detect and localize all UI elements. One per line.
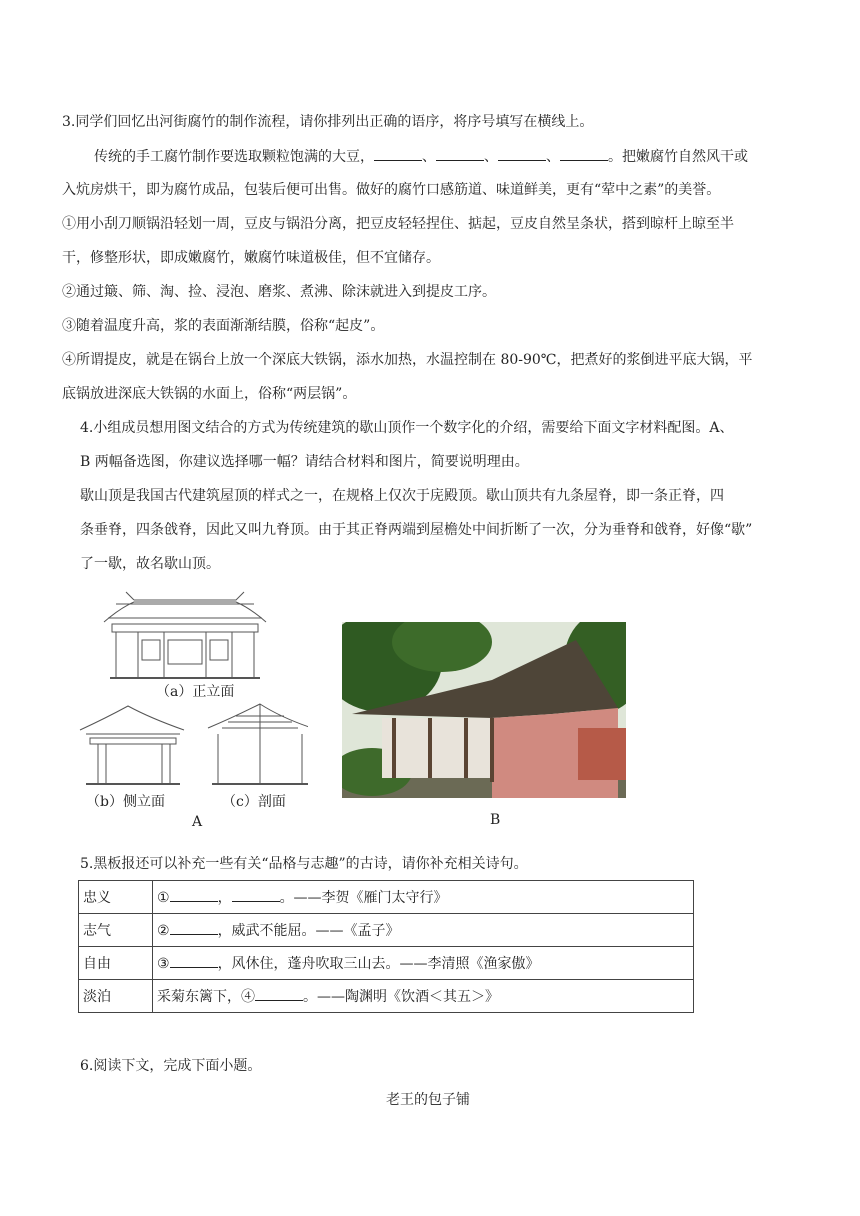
q3-item-3: ③随着温度升高，浆的表面渐渐结膜，俗称“起皮”。 xyxy=(62,318,385,334)
answer-blank-1[interactable] xyxy=(374,146,422,161)
row-key: 忠义 xyxy=(79,881,153,914)
q4-material-end: 了一歇，故名歇山顶。 xyxy=(80,556,220,572)
caption-section: （c）剖面 xyxy=(222,794,286,810)
q4-title: 4.小组成员想用图文结合的方式为传统建筑的歇山顶作一个数字化的介绍，需要给下面文字材料配图。A、 xyxy=(80,420,734,436)
q6-title: 6.阅读下文，完成下面小题。 xyxy=(80,1058,262,1074)
caption-front-elevation: （a）正立面 xyxy=(156,684,235,700)
q3-item-4-cont: 底锅放进深底大铁锅的水面上，俗称“两层锅”。 xyxy=(62,386,357,402)
poem-blank-1b[interactable] xyxy=(232,887,280,902)
q5-title: 5.黑板报还可以补充一些有关“品格与志趣”的古诗，请你补充相关诗句。 xyxy=(80,856,528,872)
q3-title: 3.同学们回忆出河街腐竹的制作流程，请你排列出正确的语序，将序号填写在横线上。 xyxy=(62,114,594,130)
q3-item-1-cont: 干，修整形状，即成嫩腐竹，嫩腐竹味道极佳，但不宜储存。 xyxy=(62,250,440,266)
q3-intro: 传统的手工腐竹制作要选取颗粒饱满的大豆， 、 、 、 。把嫩腐竹自然风干或 xyxy=(94,146,748,167)
q3-item-4: ④所谓提皮，就是在锅台上放一个深底大铁锅，添水加热，水温控制在 80-90℃，把煮好的浆倒进平底大锅，平 xyxy=(62,352,753,368)
row-content: ③ ，风休住，蓬舟吹取三山去。——李清照《渔家傲》 xyxy=(153,947,694,980)
story-title: 老王的包子铺 xyxy=(386,1092,470,1108)
figure-a-label: A xyxy=(192,814,203,830)
q4-material: 歇山顶是我国古代建筑屋顶的样式之一，在规格上仅次于庑殿顶。歇山顶共有九条屋脊，即一条正脊，四 xyxy=(80,488,724,504)
poem-blank-3[interactable] xyxy=(170,953,218,968)
poem-blank-2[interactable] xyxy=(170,920,218,935)
answer-blank-3[interactable] xyxy=(498,146,546,161)
row-content: 采菊东篱下，④ 。——陶渊明《饮酒＜其五＞》 xyxy=(153,980,694,1013)
row-key: 淡泊 xyxy=(79,980,153,1013)
q3-item-1: ①用小刮刀顺锅沿轻划一周，豆皮与锅沿分离，把豆皮轻轻捏住、掂起，豆皮自然呈条状，搭到晾杆上晾至半 xyxy=(62,216,734,232)
row-key: 志气 xyxy=(79,914,153,947)
poem-table xyxy=(78,880,694,1013)
answer-blank-4[interactable] xyxy=(560,146,608,161)
q3-item-2: ②通过簸、筛、淘、捡、浸泡、磨浆、煮沸、除沫就进入到提皮工序。 xyxy=(62,284,496,300)
row-content: ② ，威武不能屈。——《孟子》 xyxy=(153,914,694,947)
row-content: ① ， 。——李贺《雁门太守行》 xyxy=(153,881,694,914)
table-row xyxy=(79,980,694,1013)
table-row xyxy=(79,947,694,980)
answer-blank-2[interactable] xyxy=(436,146,484,161)
q3-intro-prefix: 传统的手工腐竹制作要选取颗粒饱满的大豆， xyxy=(94,149,374,165)
row-key: 自由 xyxy=(79,947,153,980)
figure-b-photo xyxy=(342,622,626,798)
q3-intro-line2: 入炕房烘干，即为腐竹成品，包装后便可出售。做好的腐竹口感筋道、味道鲜美，更有“荤中之素”的美誉。 xyxy=(62,182,721,198)
caption-side-elevation: （b）侧立面 xyxy=(86,794,165,810)
q4-material-cont: 条垂脊，四条戗脊，因此又叫九脊顶。由于其正脊两端到屋檐处中间折断了一次，分为垂脊和戗脊，好像“歇” xyxy=(80,522,753,538)
table-row xyxy=(79,914,694,947)
poem-blank-1a[interactable] xyxy=(170,887,218,902)
q4-title-cont: B 两幅备选图，你建议选择哪一幅？请结合材料和图片，简要说明理由。 xyxy=(80,454,529,470)
poem-blank-4[interactable] xyxy=(255,986,303,1001)
figure-a xyxy=(76,582,308,832)
table-row xyxy=(79,881,694,914)
figure-b-label: B xyxy=(490,812,501,828)
